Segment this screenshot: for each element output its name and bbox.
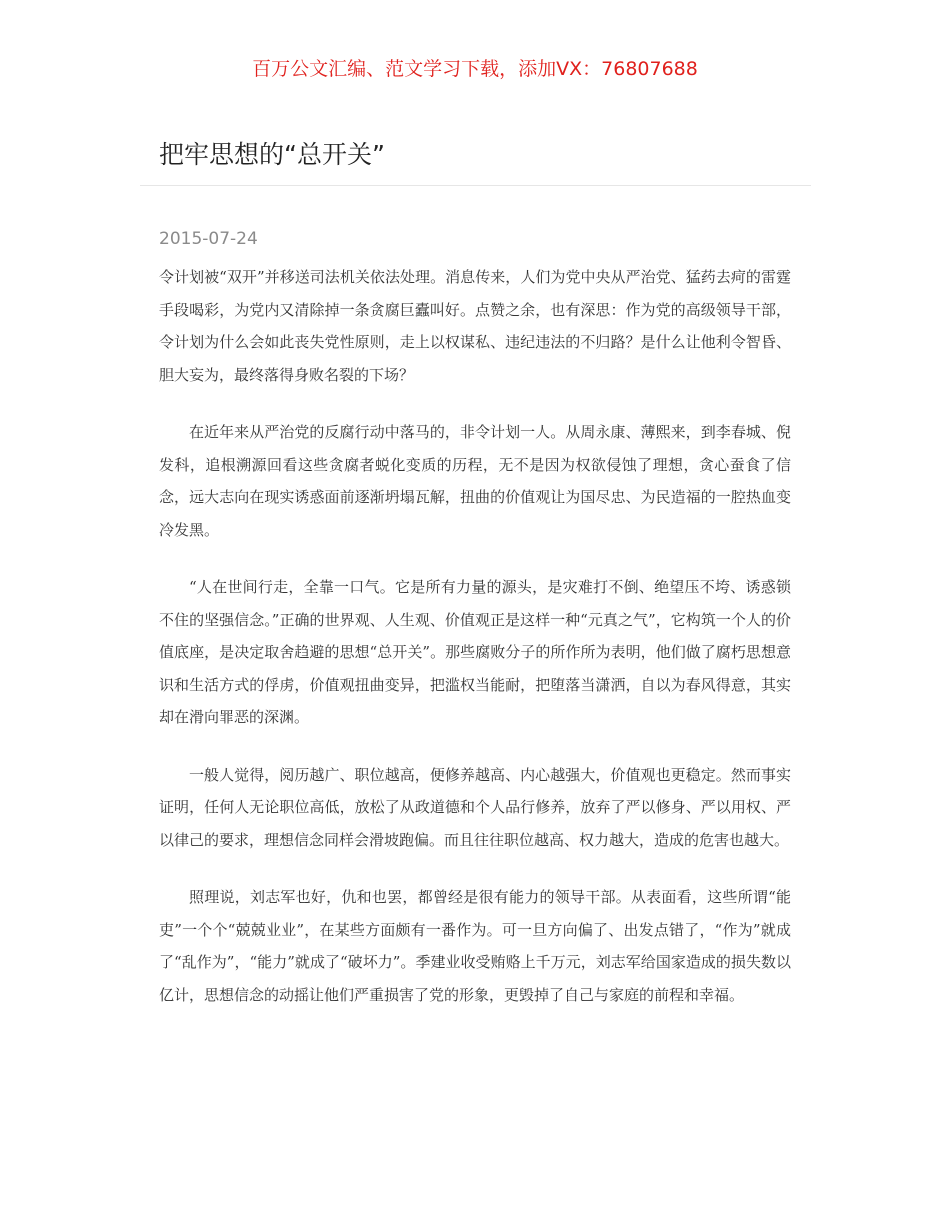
article-paragraph: “人在世间行走，全靠一口气。它是所有力量的源头，是灾难打不倒、绝望压不垮、诱惑锁不住的坚强信念。”正确的世界观、人生观、价值观正是这样一种“元真之气”，它构筑一个人的价值底座，是决定取舍趋避的思想“总开关”。那些腐败分子的所作所为表明，他们做了腐朽思想意识和生活方式的俘虏，价值观扭曲变异，把滥权当能耐，把堕落当潇洒，自以为春风得意，其实却在滑向罪恶的深渊。 [159, 578, 791, 726]
title-divider [140, 185, 811, 186]
watermark-banner: 百万公文汇编、范文学习下载，添加VX：76807688 [252, 58, 698, 80]
article-paragraph: 令计划被“双开”并移送司法机关依法处理。消息传来，人们为党中央从严治党、猛药去疴的雷霆手段喝彩，为党内又清除掉一条贪腐巨蠹叫好。点赞之余，也有深思：作为党的高级领导干部，令计划为什么会如此丧失党性原则，走上以权谋私、违纪违法的不归路？是什么让他利令智昏、胆大妄为，最终落得身败名裂的下场？ [159, 268, 791, 384]
article-title: 把牢思想的“总开关” [159, 140, 385, 169]
publish-date: 2015-07-24 [159, 229, 258, 249]
article-paragraph: 在近年来从严治党的反腐行动中落马的，非令计划一人。从周永康、薄熙来，到李春城、倪发科，追根溯源回看这些贪腐者蜕化变质的历程，无不是因为权欲侵蚀了理想，贪心蚕食了信念，远大志向在现实诱惑面前逐渐坍塌瓦解，扭曲的价值观让为国尽忠、为民造福的一腔热血变冷发黑。 [159, 423, 791, 539]
article-body [159, 261, 791, 1036]
article-paragraph: 照理说，刘志军也好，仇和也罢，都曾经是很有能力的领导干部。从表面看，这些所谓“能吏”一个个“兢兢业业”，在某些方面颇有一番作为。可一旦方向偏了、出发点错了，“作为”就成了“乱作为”，“能力”就成了“破坏力”。季建业收受贿赂上千万元，刘志军给国家造成的损失数以亿计，思想信念的动摇让他们严重损害了党的形象，更毁掉了自己与家庭的前程和幸福。 [159, 888, 791, 1004]
article-paragraph: 一般人觉得，阅历越广、职位越高，便修养越高、内心越强大，价值观也更稳定。然而事实证明，任何人无论职位高低，放松了从政道德和个人品行修养，放弃了严以修身、严以用权、严以律己的要求，理想信念同样会滑坡跑偏。而且往往职位越高、权力越大，造成的危害也越大。 [159, 765, 791, 849]
